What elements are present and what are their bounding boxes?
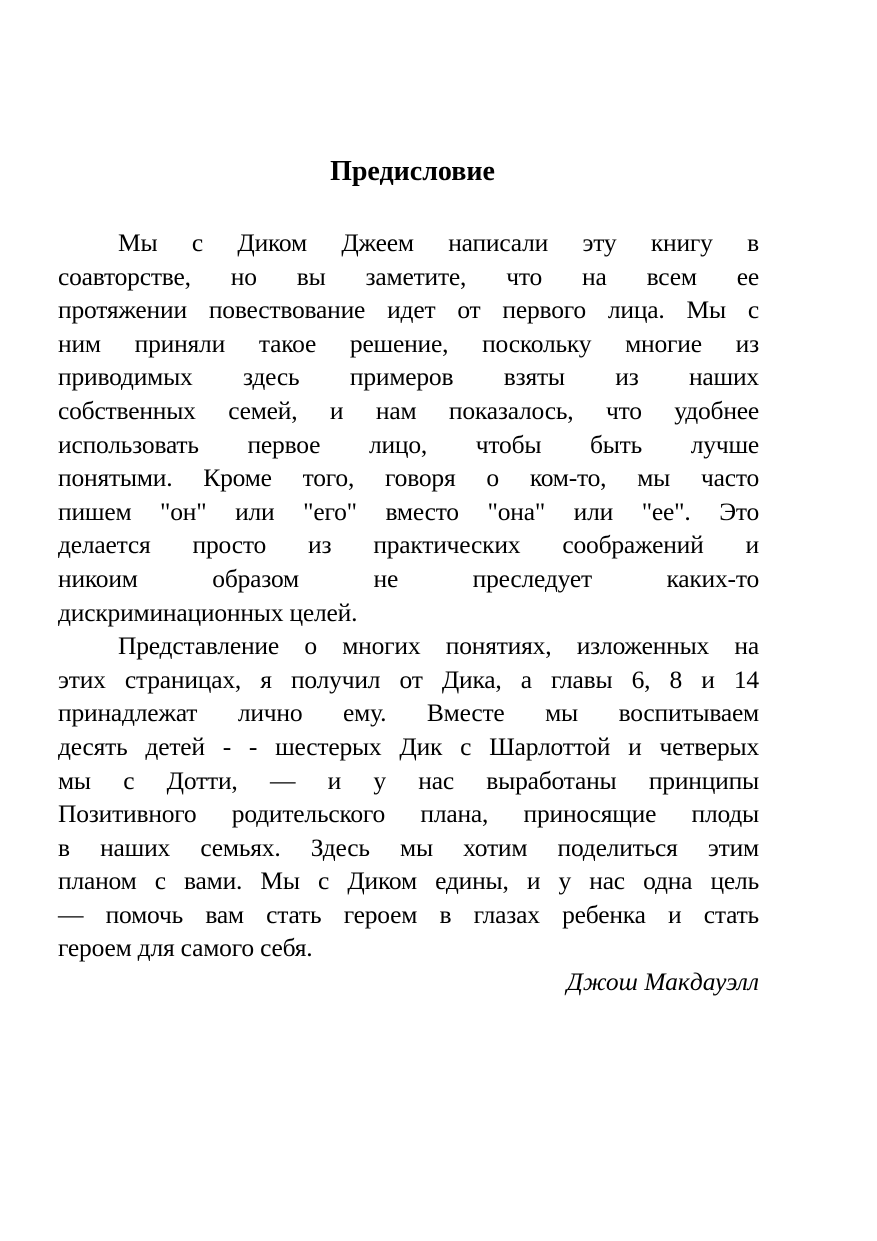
text-line: десять детей - - шестерых Дик с Шарлоттой и четверых <box>58 731 759 761</box>
text-line: соавторстве, но вы заметите, что на всем ее <box>58 261 759 291</box>
text-line: делается просто из практических соображений и <box>58 530 759 560</box>
text-line: планом с вами. Мы с Диком едины, и у нас одна цель <box>58 866 759 896</box>
document-page <box>58 150 759 999</box>
text-line: Мы с Диком Джеем написали эту книгу в <box>118 228 759 257</box>
text-line: использовать первое лицо, чтобы быть лучше <box>58 429 759 459</box>
text-line: принадлежат лично ему. Вместе мы воспитываем <box>58 698 759 728</box>
paragraph-2 <box>58 629 759 965</box>
text-line: — помочь вам стать героем в глазах ребенка и стать <box>58 899 759 929</box>
text-line: ним приняли такое решение, поскольку многие из <box>58 328 759 358</box>
text-line: понятыми. Кроме того, говоря о ком-то, мы часто <box>58 463 759 493</box>
page-title: Предисловие <box>330 156 495 187</box>
text-line: никоим образом не преследует каких-то <box>58 563 759 593</box>
paragraph-1 <box>58 226 759 629</box>
text-line: героем для самого себя. <box>58 933 313 963</box>
text-line: этих страницах, я получил от Дика, а главы 6, 8 и 14 <box>58 664 759 694</box>
text-line: приводимых здесь примеров взяты из наших <box>58 362 759 392</box>
text-line: дискриминационных целей. <box>58 597 358 627</box>
text-line: в наших семьях. Здесь мы хотим поделиться этим <box>58 832 759 862</box>
text-line: мы с Дотти, — и у нас выработаны принципы <box>58 765 759 795</box>
text-line: протяжении повествование идет от первого лица. Мы с <box>58 295 759 325</box>
text-line: собственных семей, и нам показалось, что удобнее <box>58 395 759 425</box>
text-line: Позитивного родительского плана, приносящие плоды <box>58 799 759 829</box>
author-signature: Джош Макдауэлл <box>566 967 759 997</box>
text-line: Представление о многих понятиях, изложенных на <box>118 631 759 661</box>
text-line: пишем "он" или "его" вместо "она" или "ее". Это <box>58 496 759 526</box>
